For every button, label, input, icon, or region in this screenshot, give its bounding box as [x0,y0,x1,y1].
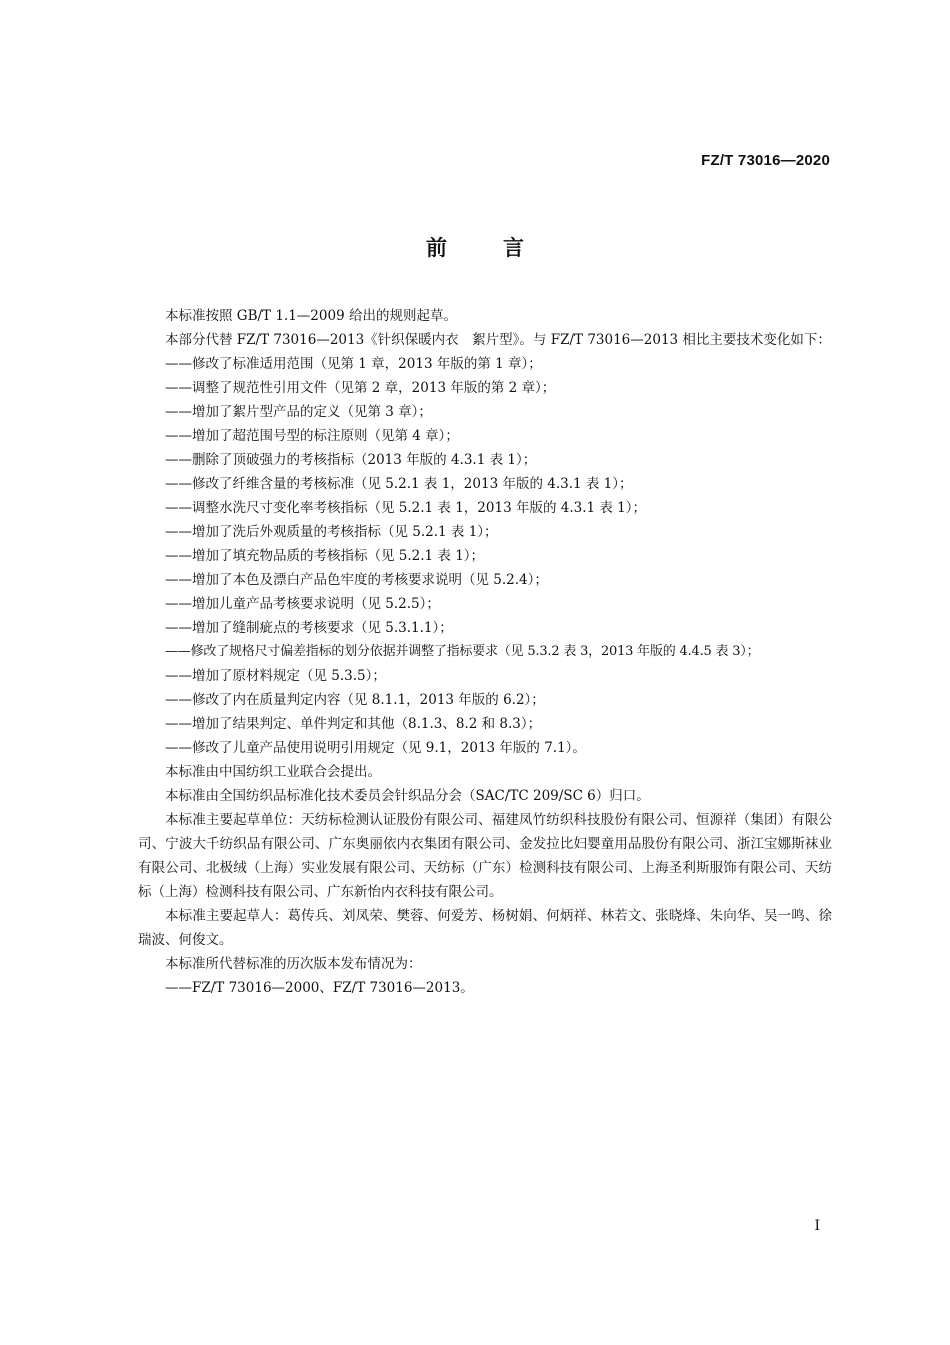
drafting-units-paragraph: 本标准主要起草单位：天纺标检测认证股份有限公司、福建凤竹纺织科技股份有限公司、恒源祥（集团）有限公司、宁波大千纺织品有限公司、广东奥丽依内衣集团有限公司、金发拉比妇婴童用品股份有限公司、浙江宝娜斯袜业有限公司、北极绒（上海）实业发展有限公司、天纺标（广东）检测科技有限公司、上海圣利斯服饰有限公司、天纺标（上海）检测科技有限公司、广东新怡内衣科技有限公司。 [138,812,832,900]
changes-list [138,352,832,760]
drafters-paragraph: 本标准主要起草人：葛传兵、刘凤荣、樊蓉、何爱芳、杨树娟、何炳祥、林若文、张晓烽、朱向华、吴一鸣、徐瑞波、何俊文。 [138,908,832,948]
list-item: ——修改了规格尺寸偏差指标的划分依据并调整了指标要求（见 5.3.2 表 3，2013 年版的 4.4.5 表 3）； [165,644,760,659]
list-item: ——增加了超范围号型的标注原则（见第 4 章）； [165,428,459,444]
history-item: ——FZ/T 73016—2000、FZ/T 73016—2013。 [165,980,474,996]
list-item: ——修改了标准适用范围（见第 1 章，2013 年版的第 1 章）； [165,356,542,372]
page-title: 前言 [426,236,580,260]
list-item: ——调整水洗尺寸变化率考核指标（见 5.2.1 表 1，2013 年版的 4.3.1 表 1）； [165,500,647,516]
foreword-body [138,304,832,1000]
list-item: ——修改了儿童产品使用说明引用规定（见 9.1，2013 年版的 7.1）。 [165,740,586,756]
list-item: ——增加了原材料规定（见 5.3.5）； [165,668,386,684]
list-item: ——调整了规范性引用文件（见第 2 章，2013 年版的第 2 章）； [165,380,556,396]
list-item: ——增加了絮片型产品的定义（见第 3 章）； [165,404,432,420]
list-item: ——修改了内在质量判定内容（见 8.1.1，2013 年版的 6.2）； [165,692,545,708]
list-item: ——增加了洗后外观质量的考核指标（见 5.2.1 表 1）； [165,524,498,540]
replaces-paragraph: 本部分代替 FZ/T 73016—2013《针织保暖内衣 絮片型》。与 FZ/T 73016—2013 相比主要技术变化如下： [165,332,831,348]
proposed-paragraph: 本标准由中国纺织工业联合会提出。 [165,764,381,780]
managed-paragraph: 本标准由全国纺织品标准化技术委员会针织品分会（SAC/TC 209/SC 6）归口。 [165,788,650,804]
list-item: ——增加了结果判定、单件判定和其他（8.1.3、8.2 和 8.3）； [165,716,542,732]
intro-paragraph: 本标准按照 GB/T 1.1—2009 给出的规则起草。 [165,308,457,324]
list-item: ——增加了缝制疵点的考核要求（见 5.3.1.1）； [165,620,453,636]
list-item: ——增加了本色及漂白产品色牢度的考核要求说明（见 5.2.4）； [165,572,548,588]
list-item: ——增加儿童产品考核要求说明（见 5.2.5）； [165,596,440,612]
history-intro-paragraph: 本标准所代替标准的历次版本发布情况为： [165,956,422,972]
list-item: ——删除了顶破强力的考核指标（2013 年版的 4.3.1 表 1）； [165,452,537,468]
standard-code: FZ/T 73016—2020 [701,152,830,169]
list-item: ——增加了填充物品质的考核指标（见 5.2.1 表 1）； [165,548,485,564]
list-item: ——修改了纤维含量的考核标准（见 5.2.1 表 1，2013 年版的 4.3.1 表 1）； [165,476,633,492]
page-number: I [814,1218,820,1234]
